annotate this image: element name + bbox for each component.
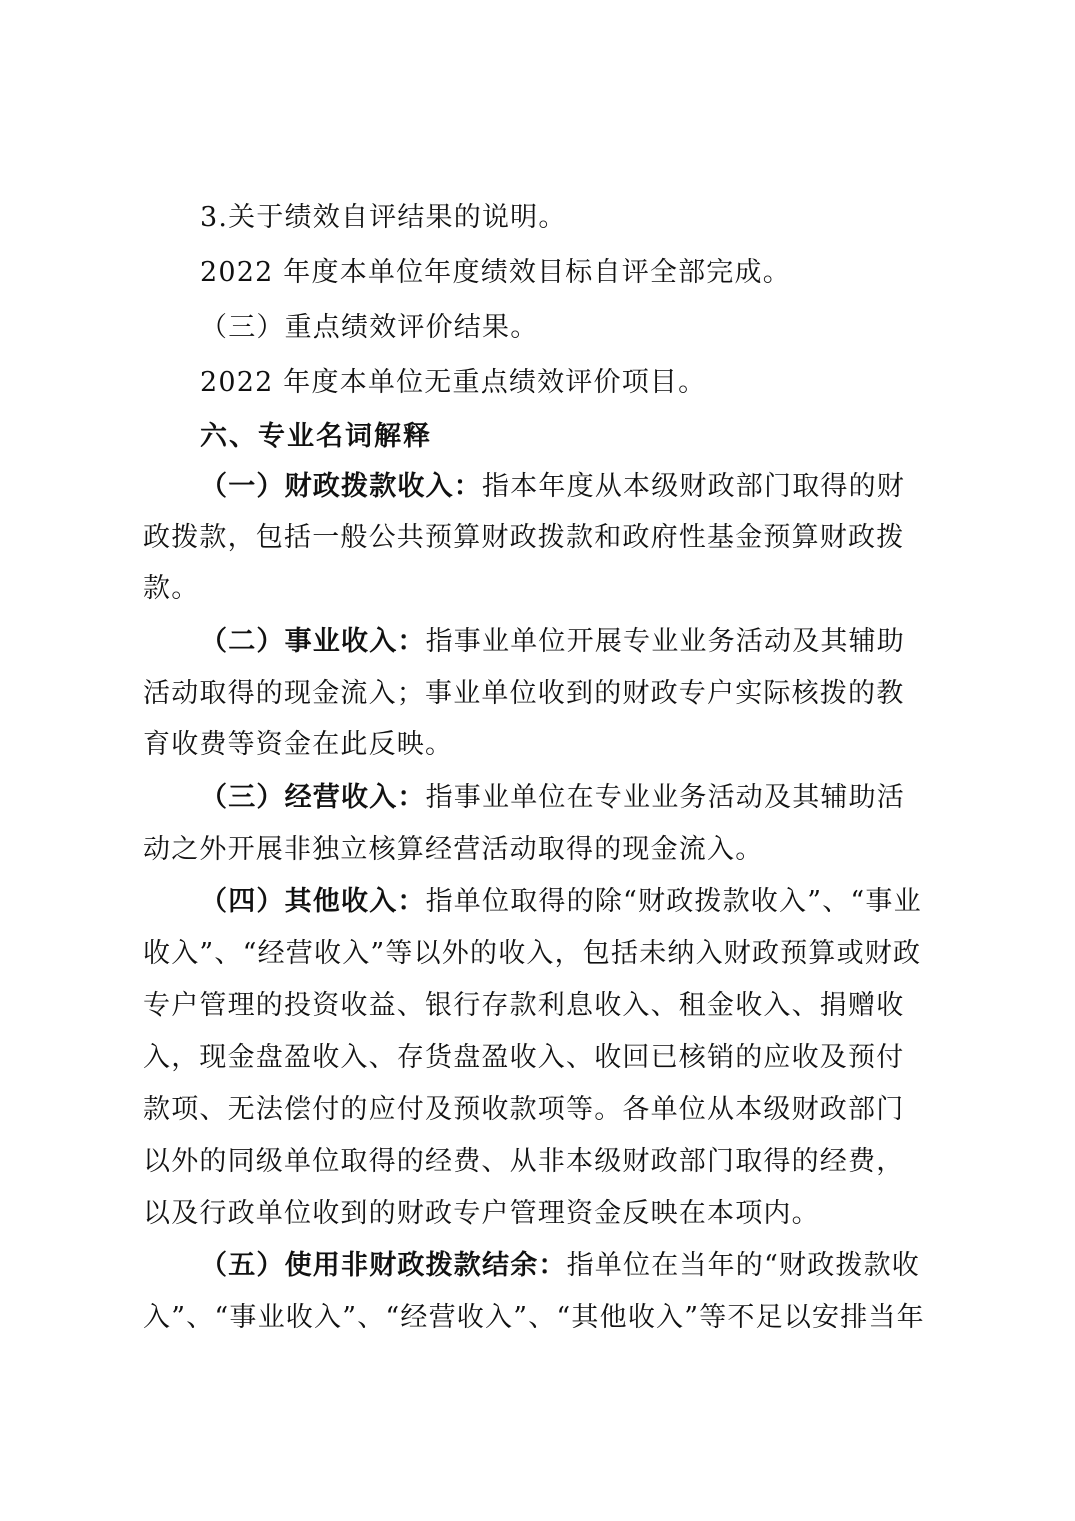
text-line-row (0, 1038, 1075, 1078)
definition-paragraph (0, 882, 1075, 922)
text-line: 指事业单位开展专业业务活动及其辅助 (425, 626, 906, 657)
text-line: 政拨款，包括一般公共预算财政拨款和政府性基金预算财政拨 (143, 522, 905, 553)
text-line: 专户管理的投资收益、银行存款利息收入、租金收入、捐赠收 (143, 990, 905, 1021)
text-line-row (0, 934, 1075, 974)
text-line: 款项、无法偿付的应付及预收款项等。各单位从本级财政部门 (143, 1094, 905, 1125)
definition-paragraph (0, 1246, 1075, 1286)
text-line: 育收费等资金在此反映。 (143, 729, 454, 760)
text-line: 以及行政单位收到的财政专户管理资金反映在本项内。 (143, 1198, 820, 1229)
text-line-row (0, 518, 1075, 558)
definition-paragraph (0, 778, 1075, 818)
subsection-heading (0, 308, 1075, 348)
text-line: 活动取得的现金流入；事业单位收到的财政专户实际核拨的教 (143, 678, 905, 709)
text-line: 动之外开展非独立核算经营活动取得的现金流入。 (143, 834, 764, 865)
text-line: 2022 年度本单位无重点绩效评价项目。 (200, 367, 707, 398)
text-line: 3.关于绩效自评结果的说明。 (200, 202, 567, 233)
definition-term: （二）事业收入： (200, 626, 426, 657)
text-line: 指事业单位在专业业务活动及其辅助活 (425, 782, 906, 813)
text-line: 指本年度从本级财政部门取得的财 (482, 471, 905, 502)
text-line-row (0, 1194, 1075, 1234)
text-line-row (0, 569, 1075, 609)
text-line: 收入”、“经营收入”等以外的收入，包括未纳入财政预算或财政 (143, 938, 922, 969)
paragraph (0, 363, 1075, 403)
paragraph (0, 253, 1075, 293)
text-line: 指单位在当年的“财政拨款收 (566, 1250, 921, 1281)
text-line-row (0, 1090, 1075, 1130)
text-line: 款。 (143, 573, 200, 604)
text-line: 以外的同级单位取得的经费、从非本级财政部门取得的经费， (143, 1146, 905, 1177)
text-line-row (0, 725, 1075, 765)
definition-paragraph (0, 467, 1075, 507)
section-heading (0, 417, 1075, 457)
definition-paragraph (0, 622, 1075, 662)
text-line-row (0, 986, 1075, 1026)
text-line-row (0, 1298, 1075, 1338)
text-line: 指单位取得的除“财政拨款收入”、“事业 (425, 886, 922, 917)
text-line-row (0, 674, 1075, 714)
definition-term: （一）财政拨款收入： (200, 471, 482, 502)
definition-term: （五）使用非财政拨款结余： (200, 1250, 567, 1281)
text-line-row (0, 830, 1075, 870)
text-line-row (0, 1142, 1075, 1182)
definition-term: （三）经营收入： (200, 782, 426, 813)
text-line: （三）重点绩效评价结果。 (200, 312, 539, 343)
definition-term: （四）其他收入： (200, 886, 426, 917)
section-item-3 (0, 198, 1075, 238)
text-line: 入”、“事业收入”、“经营收入”、“其他收入”等不足以安排当年 (143, 1302, 925, 1333)
heading-text: 六、专业名词解释 (200, 421, 432, 452)
text-line: 2022 年度本单位年度绩效目标自评全部完成。 (200, 257, 791, 288)
text-line: 入，现金盘盈收入、存货盘盈收入、收回已核销的应收及预付 (143, 1042, 905, 1073)
